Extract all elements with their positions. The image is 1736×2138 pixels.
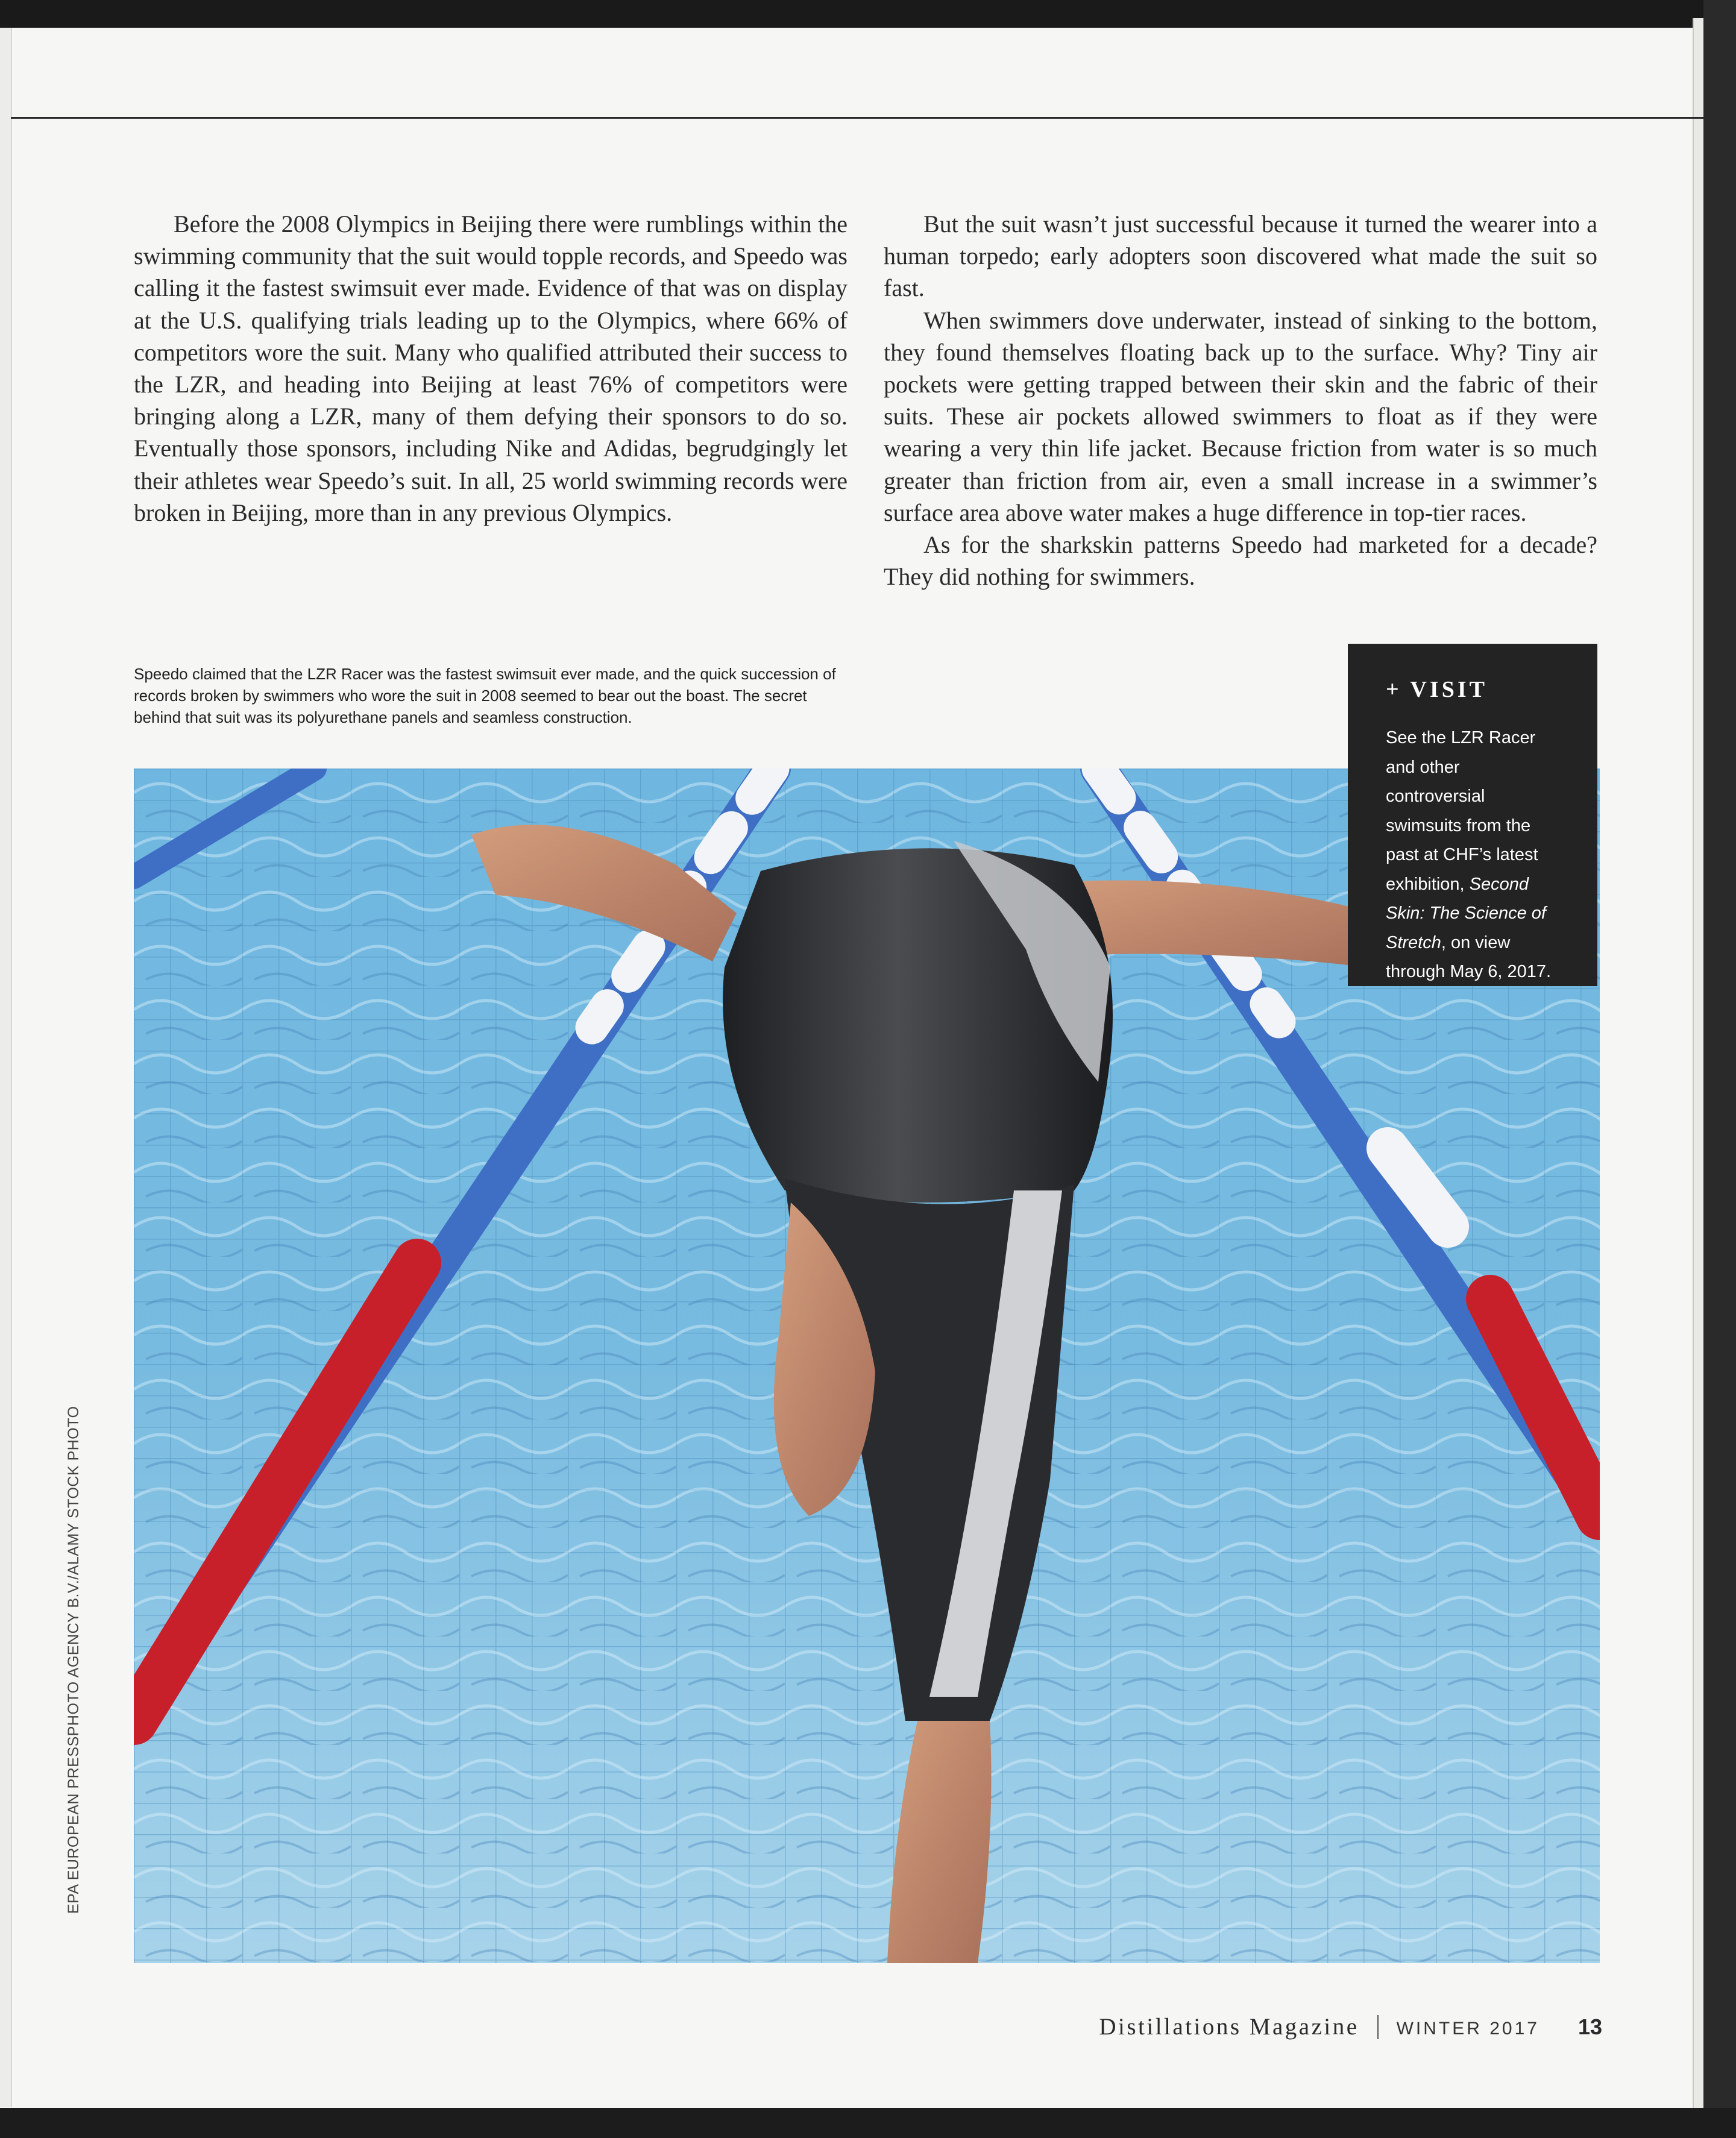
article-paragraph: As for the sharkskin patterns Speedo had marketed for a decade? They did nothing for swimmers. xyxy=(884,531,1597,591)
article-paragraph: But the suit wasn’t just successful because it turned the wearer into a human torpedo; early adopters soon discovered what made the suit so fast. xyxy=(884,210,1597,302)
visit-text xyxy=(1386,723,1561,987)
issue-season: WINTER 2017 xyxy=(1396,2019,1539,2039)
article-column-left xyxy=(134,208,848,529)
visit-sidebar xyxy=(1348,644,1597,986)
visit-text-intro: See the LZR Racer and other controversial swimsuits from the past at CHF’s latest exhibition, xyxy=(1386,728,1538,894)
photo-credit: EPA EUROPEAN PRESSPHOTO AGENCY B.V./ALAMY STOCK PHOTO xyxy=(65,1406,82,1914)
scan-border-top xyxy=(0,0,1736,28)
photo-caption: Speedo claimed that the LZR Racer was the fastest swimsuit ever made, and the quick succession of records broken by swimmers who wore the suit in 2008 seemed to bear out the boast. The secret behind that suit was its polyurethane panels and seamless construction. xyxy=(134,665,836,726)
page-footer xyxy=(1099,2013,1602,2040)
header-rule xyxy=(11,117,1703,119)
scan-border-right xyxy=(1703,0,1736,2138)
magazine-name: Distillations Magazine xyxy=(1099,2014,1359,2040)
scan-border-left xyxy=(0,28,12,2107)
article-paragraph: When swimmers dove underwater, instead of sinking to the bottom, they found themselves floating back up to the surface. Why? Tiny air pockets were getting trapped between their skin and the fabric of their suits. These air pockets allowed swimmers to float as if they were wearing a very thin life jacket. Because friction from water is so much greater than friction from air, even a small increase in a swimmer’s surface area above water makes a huge difference in top-tier races. xyxy=(884,306,1597,526)
scan-border-bottom xyxy=(0,2108,1736,2138)
page-number: 13 xyxy=(1577,2014,1602,2039)
page-edge-right xyxy=(1693,18,1705,2110)
footer-divider xyxy=(1377,2015,1379,2039)
exhibition-title: Second Skin: The Science of Stretch xyxy=(1386,874,1546,952)
visit-title: + VISIT xyxy=(1386,677,1488,702)
visit-text-dates: , on view through May 6, 2017. xyxy=(1386,932,1552,981)
article-column-right xyxy=(884,208,1597,593)
article-paragraph: Before the 2008 Olympics in Beijing there were rumblings within the swimming community that the suit would topple records, and Speedo was calling it the fastest swimsuit ever made. Evidence of that was on display at the U.S. qualifying trials leading up to the Olympics, where 66% of competitors wore the suit. Many who qualified attributed their success to the LZR, and heading into Beijing at least 76% of competitors were bringing along a LZR, many of them defying their sponsors to do so. Eventually those sponsors, including Nike and Adidas, begrudgingly let their athletes wear Speedo’s suit. In all, 25 world swimming records were broken in Beijing, more than in any previous Olympics. xyxy=(134,210,848,526)
